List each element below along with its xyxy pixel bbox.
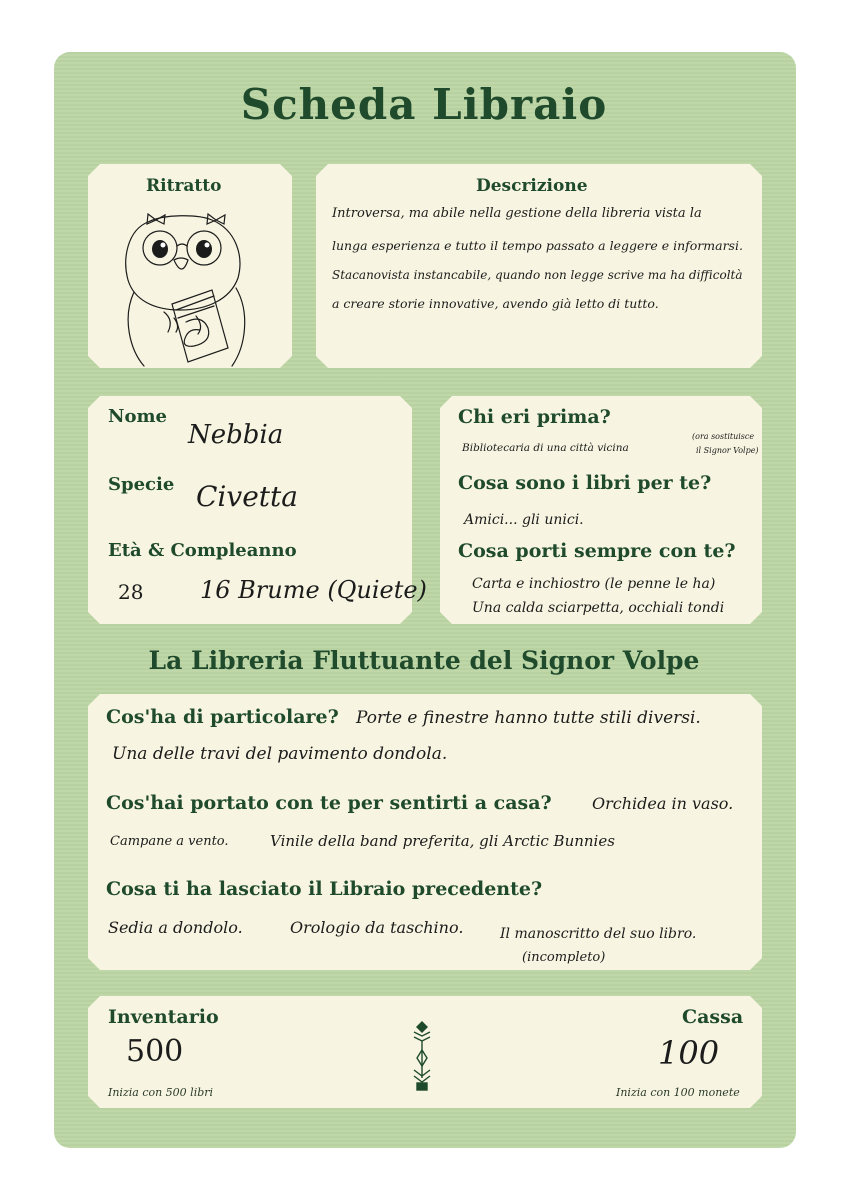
carry-value: Carta e inchiostro (le penne le ha) <box>472 576 716 592</box>
page-title: Scheda Libraio <box>240 80 608 129</box>
age-birthday-label: Età & Compleanno <box>108 540 297 561</box>
species-label: Specie <box>108 474 175 495</box>
books-label: Cosa sono i libri per te? <box>458 472 712 494</box>
inventory-note: Inizia con 500 libri <box>108 1086 214 1099</box>
name-value: Nebbia <box>188 420 284 450</box>
description-line: lunga esperienza e tutto il tempo passato a leggere e informarsi. <box>332 238 743 253</box>
before-label: Chi eri prima? <box>458 406 611 428</box>
inventory-label: Inventario <box>108 1006 219 1028</box>
before-note: il Signor Volpe) <box>696 446 759 455</box>
home-label: Cos'hai portato con te per sentirti a casa? <box>106 792 552 814</box>
home-value: Vinile della band preferita, gli Arctic Bunnies <box>270 832 615 850</box>
left-value: Sedia a dondolo. <box>108 918 243 937</box>
home-value: Orchidea in vaso. <box>592 794 734 813</box>
description-line: a creare storie innovative, avendo già letto di tutto. <box>332 296 659 311</box>
special-value: Porte e finestre hanno tutte stili diversi. <box>356 708 701 728</box>
before-note: (ora sostituisce <box>692 432 755 441</box>
special-label: Cos'ha di particolare? <box>106 706 339 728</box>
carry-label: Cosa porti sempre con te? <box>458 540 736 562</box>
description-line: Introversa, ma abile nella gestione della libreria vista la <box>332 206 702 221</box>
cash-value: 100 <box>658 1034 720 1072</box>
library-section-title: La Libreria Fluttuante del Signor Volpe <box>148 646 700 675</box>
left-value: Il manoscritto del suo libro. <box>500 926 697 942</box>
cash-label: Cassa <box>682 1006 744 1028</box>
books-value: Amici... gli unici. <box>464 512 584 528</box>
species-value: Civetta <box>196 480 298 513</box>
age-value: 28 <box>118 580 144 604</box>
ornament-icon <box>408 1020 436 1092</box>
inventory-value: 500 <box>126 1034 184 1069</box>
left-label: Cosa ti ha lasciato il Libraio precedente? <box>106 878 543 900</box>
description-line: Stacanovista instancabile, quando non legge scrive ma ha difficoltà <box>332 268 743 282</box>
portrait-label: Ritratto <box>146 176 222 196</box>
description-label: Descrizione <box>476 176 588 196</box>
special-value: Una delle travi del pavimento dondola. <box>112 744 448 764</box>
before-value: Bibliotecaria di una città vicina <box>462 442 629 454</box>
cash-note: Inizia con 100 monete <box>616 1086 740 1099</box>
birthday-value: 16 Brume (Quiete) <box>200 576 427 604</box>
left-value: Orologio da taschino. <box>290 918 464 937</box>
left-value: (incompleto) <box>522 950 606 965</box>
name-label: Nome <box>108 406 167 427</box>
home-value: Campane a vento. <box>110 834 229 849</box>
owl-portrait-image <box>108 200 268 368</box>
carry-value: Una calda sciarpetta, occhiali tondi <box>472 600 725 616</box>
